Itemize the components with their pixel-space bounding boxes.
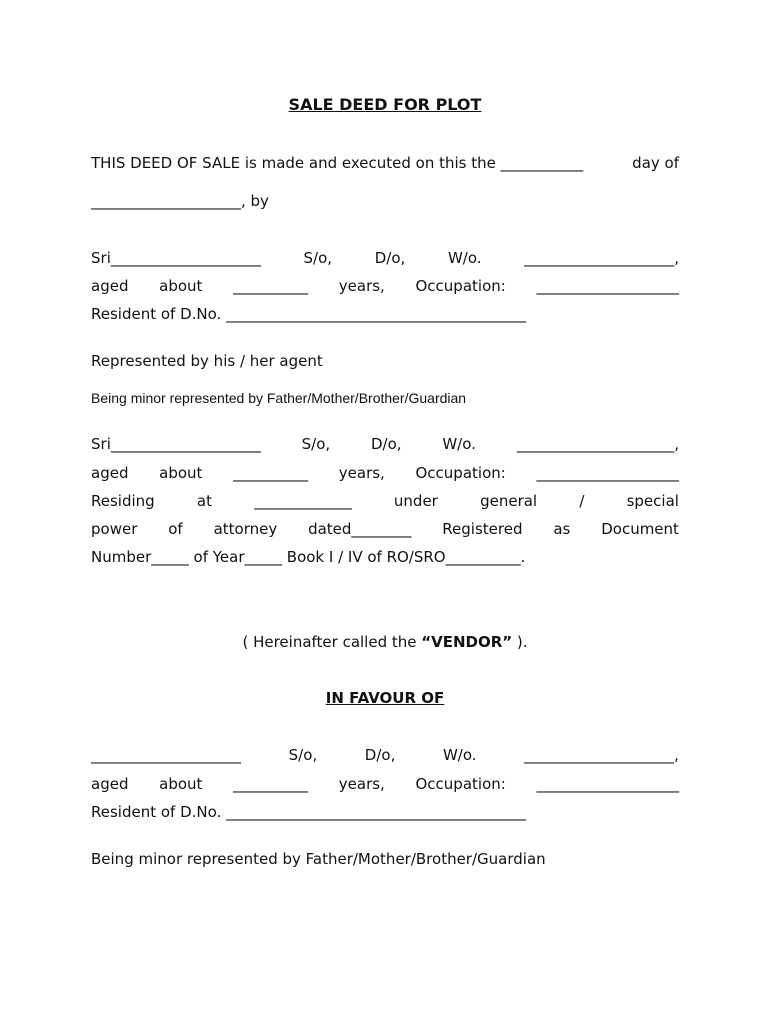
intro-day-of: day of: [632, 154, 679, 172]
vendor-term: “VENDOR”: [421, 633, 513, 651]
word: of: [168, 520, 183, 538]
vendee-name-line: [91, 745, 679, 765]
occupation-label: Occupation:: [415, 277, 506, 295]
agent-occupation-field: ___________________: [536, 464, 679, 482]
word: Registered: [442, 520, 523, 538]
so-label: S/o,: [301, 435, 331, 453]
word: at: [196, 492, 212, 510]
vendor-age-field: __________: [233, 277, 309, 295]
vendor-resident-line: Resident of D.No. ________________________________________: [91, 305, 527, 323]
word: general: [480, 492, 538, 510]
vendee-minor-line: Being minor represented by Father/Mother/Brother/Guardian: [91, 850, 546, 868]
hereinafter-end: ).: [512, 633, 528, 651]
years-label: years,: [338, 464, 385, 482]
years-label: years,: [338, 277, 385, 295]
wo-label: W/o.: [447, 249, 482, 267]
vendor-age-line: [91, 276, 679, 296]
agent-parent-field: _____________________,: [516, 435, 679, 453]
intro-text: THIS DEED OF SALE is made and executed on this the ___________: [91, 154, 584, 172]
hereinafter-line: [0, 633, 770, 651]
aged-label: aged: [91, 464, 129, 482]
so-label: S/o,: [288, 746, 318, 764]
wo-label: W/o.: [442, 746, 477, 764]
occupation-label: Occupation:: [415, 775, 506, 793]
word: under: [393, 492, 438, 510]
years-label: years,: [338, 775, 385, 793]
vendee-resident-line: Resident of D.No. ________________________________________: [91, 803, 527, 821]
residence-field: _____________: [254, 492, 352, 510]
aged-label: aged: [91, 775, 129, 793]
intro-line-1: [91, 153, 679, 173]
vendee-age-line: [91, 774, 679, 794]
vendor-parent-field: ____________________,: [524, 249, 679, 267]
agent-residing-line: [91, 491, 679, 511]
agent-age-field: __________: [233, 464, 309, 482]
in-favour-heading: IN FAVOUR OF: [325, 689, 445, 707]
vendor-minor-line: Being minor represented by Father/Mother/Brother/Guardian: [91, 390, 467, 406]
document-title: SALE DEED FOR PLOT: [288, 95, 482, 114]
word: power: [91, 520, 138, 538]
word: Residing: [91, 492, 155, 510]
word: attorney: [213, 520, 278, 538]
so-label: S/o,: [303, 249, 333, 267]
word: /: [579, 492, 585, 510]
about-label: about: [159, 775, 203, 793]
occupation-label: Occupation:: [415, 464, 506, 482]
intro-line-2: ____________________, by: [91, 192, 269, 210]
word: special: [626, 492, 679, 510]
about-label: about: [159, 277, 203, 295]
word: Document: [601, 520, 679, 538]
represented-line: Represented by his / her agent: [91, 352, 323, 370]
vendor-occupation-field: ___________________: [536, 277, 679, 295]
vendee-occupation-field: ___________________: [536, 775, 679, 793]
vendor-name-line: [91, 248, 679, 268]
vendee-age-field: __________: [233, 775, 309, 793]
aged-label: aged: [91, 277, 129, 295]
word: as: [553, 520, 571, 538]
vendor-name-field: Sri____________________: [91, 249, 261, 267]
agent-document-line: Number_____ of Year_____ Book I / IV of RO/SRO__________.: [91, 548, 526, 566]
about-label: about: [159, 464, 203, 482]
agent-name-field: Sri____________________: [91, 435, 261, 453]
do-label: D/o,: [364, 746, 396, 764]
vendee-parent-field: ____________________,: [524, 746, 679, 764]
vendee-name-field: ____________________: [91, 746, 241, 764]
agent-name-line: [91, 434, 679, 454]
wo-label: W/o.: [442, 435, 476, 453]
hereinafter-text: ( Hereinafter called the: [242, 633, 422, 651]
agent-power-line: [91, 519, 679, 539]
agent-age-line: [91, 463, 679, 483]
do-label: D/o,: [374, 249, 406, 267]
do-label: D/o,: [370, 435, 402, 453]
dated-field: dated________: [308, 520, 412, 538]
